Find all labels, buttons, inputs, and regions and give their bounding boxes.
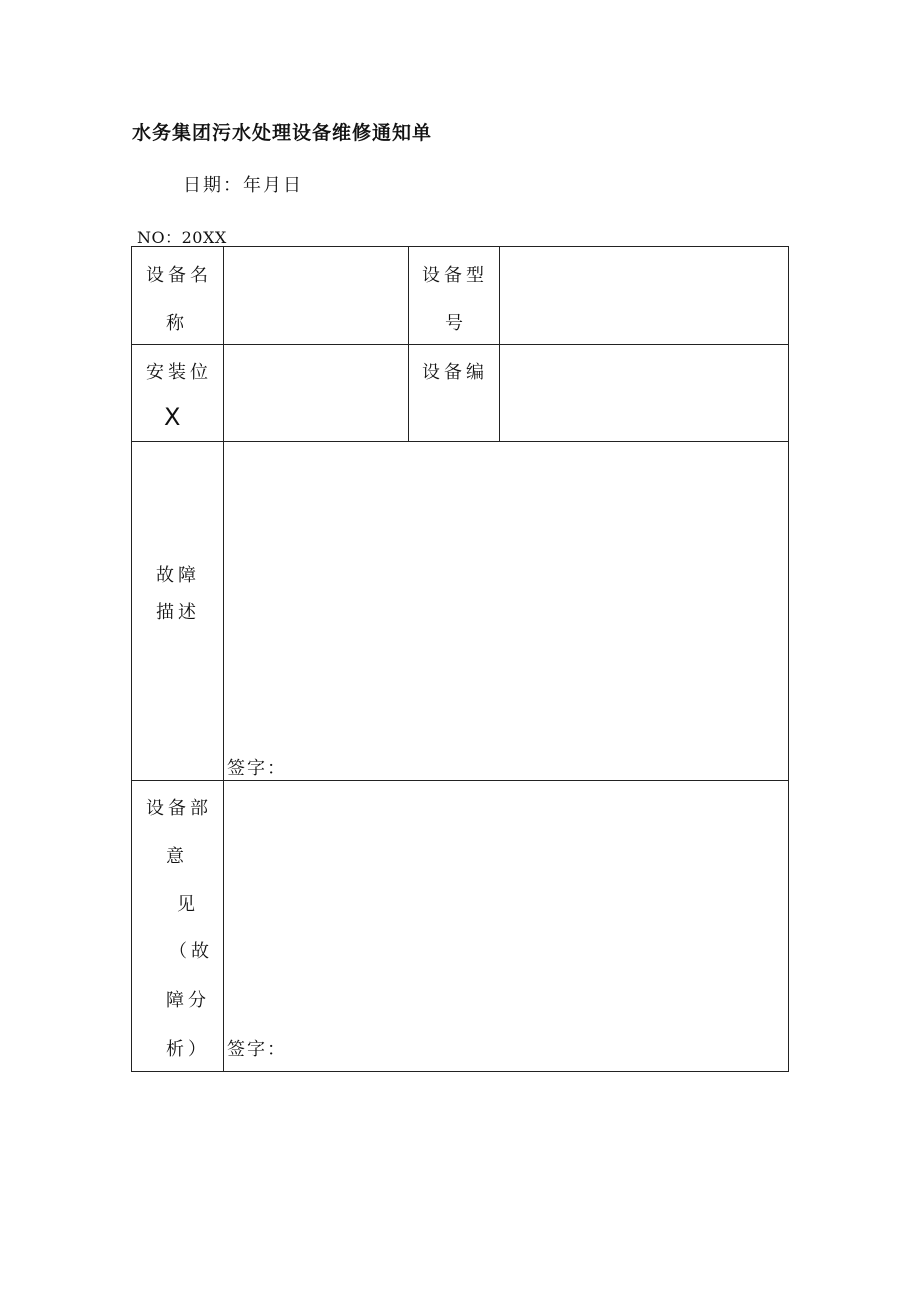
cell-department-opinion-label — [131, 780, 224, 1072]
form-title: 水务集团污水处理设备维修通知单 — [132, 122, 433, 144]
department-opinion-label-line3: 见 — [177, 894, 199, 915]
equipment-name-label-line2: 称 — [166, 313, 188, 334]
fault-description-sign-label: 签字： — [227, 758, 287, 779]
department-opinion-label-line2: 意 — [166, 846, 188, 867]
fault-description-label-line2: 描述 — [156, 602, 200, 623]
department-opinion-sign-label: 签字： — [227, 1039, 287, 1060]
department-opinion-label-line1: 设备部 — [146, 798, 212, 819]
equipment-name-label-line1: 设备名 — [146, 265, 212, 286]
equipment-model-label-line1: 设备型 — [422, 265, 488, 286]
cell-department-opinion-value[interactable] — [223, 780, 789, 1072]
install-location-label-line1: 安装位 — [146, 362, 212, 383]
cell-fault-description-value[interactable] — [223, 441, 789, 781]
cell-equipment-code-value[interactable] — [499, 344, 789, 442]
department-opinion-label-line5: 障分 — [166, 990, 210, 1011]
department-opinion-label-line6: 析） — [166, 1039, 210, 1060]
cell-install-location-value[interactable] — [223, 344, 409, 442]
cell-equipment-name-value[interactable] — [223, 246, 409, 345]
fault-description-label-line1: 故障 — [156, 565, 200, 586]
department-opinion-label-line4: （故 — [169, 941, 213, 962]
equipment-model-label-line2: 号 — [445, 313, 467, 334]
date-label: 日期：年月日 — [183, 175, 303, 196]
install-location-label-line2: X — [164, 403, 181, 431]
equipment-code-label-line1: 设备编 — [422, 362, 488, 383]
cell-equipment-model-value[interactable] — [499, 246, 789, 345]
number-label: NO：20XX — [137, 228, 227, 247]
